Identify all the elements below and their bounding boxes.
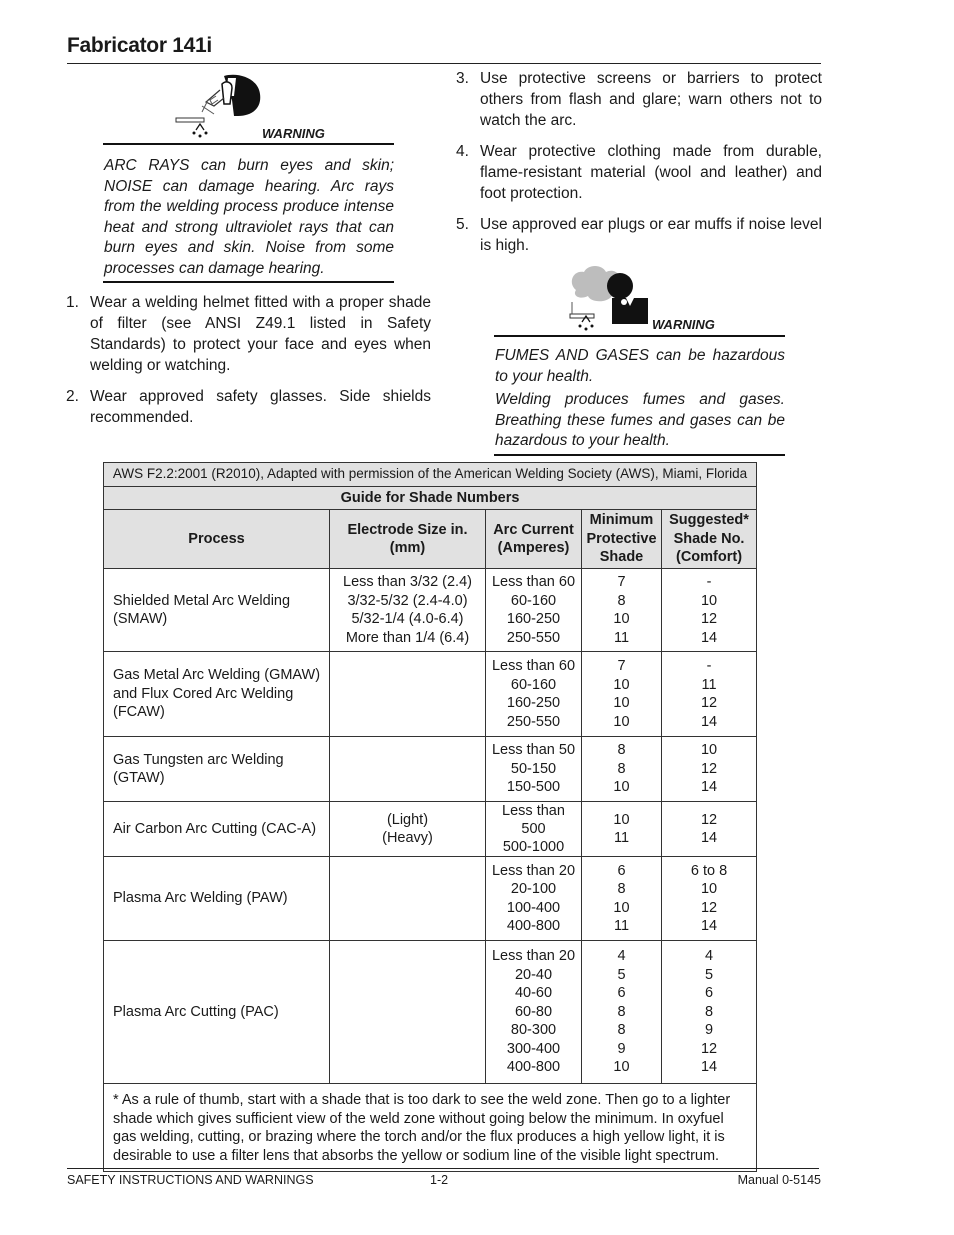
cell-min-shade: 10 11 bbox=[582, 802, 662, 857]
step-text: Wear protective clothing made from durable, flame-resistant material (wool and leather) and foot protection. bbox=[480, 143, 822, 202]
cell-min-shade: 6 8 10 11 bbox=[582, 857, 662, 941]
warning-rule-bottom bbox=[494, 454, 785, 456]
step-number: 5. bbox=[456, 216, 469, 233]
cell-current: Less than 50 50-150 150-500 bbox=[486, 737, 582, 802]
cell-process: Shielded Metal Arc Welding (SMAW) bbox=[104, 569, 330, 652]
cell-process: Plasma Arc Cutting (PAC) bbox=[104, 941, 330, 1084]
list-item bbox=[456, 68, 822, 131]
step-number: 1. bbox=[66, 294, 79, 311]
cell-current: Less than 60 60-160 160-250 250-550 bbox=[486, 652, 582, 737]
cell-min-shade: 7 8 10 11 bbox=[582, 569, 662, 652]
cell-electrode: Less than 3/32 (2.4) 3/32-5/32 (2.4-4.0) 5/32-1/4 (4.0-6.4) More than 1/4 (6.4) bbox=[330, 569, 486, 652]
cell-process: Gas Tungsten arc Welding (GTAW) bbox=[104, 737, 330, 802]
col-header-electrode: Electrode Size in. (mm) bbox=[330, 510, 486, 569]
list-item bbox=[66, 292, 431, 376]
list-item bbox=[456, 141, 822, 204]
fumes-warning-text: Welding produces fumes and gases. Breathing these fumes and gases can be hazardous to your health. bbox=[495, 391, 785, 449]
step-text: Use approved ear plugs or ear muffs if noise level is high. bbox=[480, 216, 822, 254]
table-row bbox=[104, 737, 757, 802]
arc-rays-warning-text: ARC RAYS can burn eyes and skin; NOISE can damage hearing. Arc rays from the welding process produce intense heat and strong ultraviolet rays that can burn eyes and skin. Noise from some processes can damage hearing. bbox=[104, 157, 394, 277]
warning-rule-top bbox=[103, 143, 394, 145]
col-header-min-shade: Minimum Protective Shade bbox=[582, 510, 662, 569]
cell-process: Gas Metal Arc Welding (GMAW) and Flux Cored Arc Welding (FCAW) bbox=[104, 652, 330, 737]
manual-number: Manual 0-5145 bbox=[737, 1173, 821, 1187]
list-item bbox=[66, 386, 431, 428]
step-number: 4. bbox=[456, 143, 469, 160]
cell-process: Plasma Arc Welding (PAW) bbox=[104, 857, 330, 941]
table-row bbox=[104, 802, 757, 857]
cell-electrode bbox=[330, 652, 486, 737]
shade-numbers-table bbox=[103, 462, 757, 1172]
col-header-suggested: Suggested* Shade No. (Comfort) bbox=[662, 510, 757, 569]
cell-min-shade: 4 5 6 8 8 9 10 bbox=[582, 941, 662, 1084]
cell-current: Less than 500 500-1000 bbox=[486, 802, 582, 857]
table-source-note: AWS F2.2:2001 (R2010), Adapted with permission of the American Welding Society (AWS), Miami, Florida bbox=[104, 463, 757, 487]
cell-suggested: 10 12 14 bbox=[662, 737, 757, 802]
fumes-warning-text: FUMES AND GASES can be hazardous to your health. bbox=[495, 347, 785, 385]
list-item bbox=[456, 214, 822, 256]
fumes-breathing-icon bbox=[562, 262, 654, 334]
table-row bbox=[104, 941, 757, 1084]
cell-current: Less than 20 20-40 40-60 60-80 80-300 300-400 400-800 bbox=[486, 941, 582, 1084]
page-number: 1-2 bbox=[430, 1173, 449, 1187]
cell-current: Less than 60 60-160 160-250 250-550 bbox=[486, 569, 582, 652]
cell-electrode bbox=[330, 941, 486, 1084]
cell-suggested: - 10 12 14 bbox=[662, 569, 757, 652]
warning-rule-bottom bbox=[103, 281, 394, 283]
cell-min-shade: 7 10 10 10 bbox=[582, 652, 662, 737]
warning-label: WARNING bbox=[262, 126, 325, 141]
header-rule bbox=[67, 63, 821, 64]
step-number: 3. bbox=[456, 70, 469, 87]
table-header-row bbox=[104, 510, 757, 569]
cell-current: Less than 20 20-100 100-400 400-800 bbox=[486, 857, 582, 941]
cell-suggested: 4 5 6 8 9 12 14 bbox=[662, 941, 757, 1084]
table-row bbox=[104, 857, 757, 941]
table-footnote: * As a rule of thumb, start with a shade that is too dark to see the weld zone. Then go to a lighter shade which gives sufficient view of the weld zone without going below the minimum. In oxyfuel gas welding, cutting, or brazing where the torch and/or the flux produces a high yellow light, it is desirable to use a filter lens that absorbs the yellow or sodium line of the visible light spectrum. bbox=[104, 1084, 757, 1172]
cell-electrode bbox=[330, 737, 486, 802]
cell-min-shade: 8 8 10 bbox=[582, 737, 662, 802]
cell-electrode: (Light) (Heavy) bbox=[330, 802, 486, 857]
step-number: 2. bbox=[66, 388, 79, 405]
table-caption: Guide for Shade Numbers bbox=[104, 487, 757, 510]
col-header-current: Arc Current (Amperes) bbox=[486, 510, 582, 569]
cell-electrode bbox=[330, 857, 486, 941]
cell-process: Air Carbon Arc Cutting (CAC-A) bbox=[104, 802, 330, 857]
warning-rule-top bbox=[494, 335, 785, 337]
cell-suggested: 12 14 bbox=[662, 802, 757, 857]
footer-section-title: SAFETY INSTRUCTIONS AND WARNINGS bbox=[67, 1173, 314, 1187]
table-row bbox=[104, 569, 757, 652]
step-text: Use protective screens or barriers to protect others from flash and glare; warn others not to watch the arc. bbox=[480, 70, 822, 129]
page-title: Fabricator 141i bbox=[67, 34, 212, 57]
step-text: Wear a welding helmet fitted with a proper shade of filter (see ANSI Z49.1 listed in Safety Standards) to protect your face and eyes when welding or watching. bbox=[90, 294, 431, 374]
step-text: Wear approved safety glasses. Side shields recommended. bbox=[90, 388, 431, 426]
arc-welding-helmet-icon bbox=[172, 70, 268, 140]
col-header-process: Process bbox=[104, 510, 330, 569]
cell-suggested: - 11 12 14 bbox=[662, 652, 757, 737]
table-row bbox=[104, 652, 757, 737]
cell-suggested: 6 to 8 10 12 14 bbox=[662, 857, 757, 941]
warning-label: WARNING bbox=[652, 317, 715, 332]
footer-rule bbox=[67, 1168, 819, 1169]
